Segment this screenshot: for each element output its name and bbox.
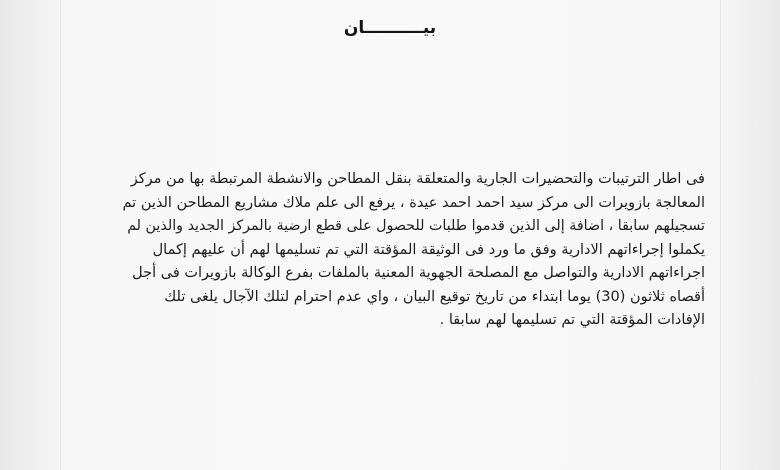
body-line-3: تسجيلهم سابقا ، اضافة إلى الذين قدموا طلبات للحصول على قطع ارضية بالمركز الجديد والذين لم xyxy=(127,218,705,234)
body-line-7: الإفادات المؤقتة التي تم تسليمها لهم سابقا . xyxy=(439,312,705,328)
title-container xyxy=(0,18,780,38)
body-line-5: اجراءاتهم الادارية والتواصل مع المصلحة الجهوية المعنية بالملفات بفرع الوكالة بازويرات فى أجل xyxy=(132,265,705,281)
document-title: بيــــــــــان xyxy=(343,18,437,38)
body-line-1: فى اطار الترتيبات والتحضيرات الجارية والمتعلقة بنقل المطاحن والانشطة المرتبطة بها من مركز xyxy=(130,171,705,187)
body-line-6: أقصاه ثلاثون (30) يوما ابتداء من تاريخ توقيع البيان ، واي عدم احترام لتلك الآجال يلغى تلك xyxy=(164,288,705,305)
document-body xyxy=(120,168,705,333)
body-line-2: المعالجة بازويرات الى مركز سيد احمد احمد عيدة ، يرفع الى علم ملاك مشاريع المطاحن الذين تم xyxy=(122,194,705,211)
body-line-4: يكملوا إجراءاتهم الادارية وفق ما ورد فى الوثيقة المؤقتة التي تم تسليمها لهم أن عليهم إكمال xyxy=(152,241,705,258)
page-shadow-left xyxy=(60,0,61,470)
page-shadow-right xyxy=(720,0,721,470)
